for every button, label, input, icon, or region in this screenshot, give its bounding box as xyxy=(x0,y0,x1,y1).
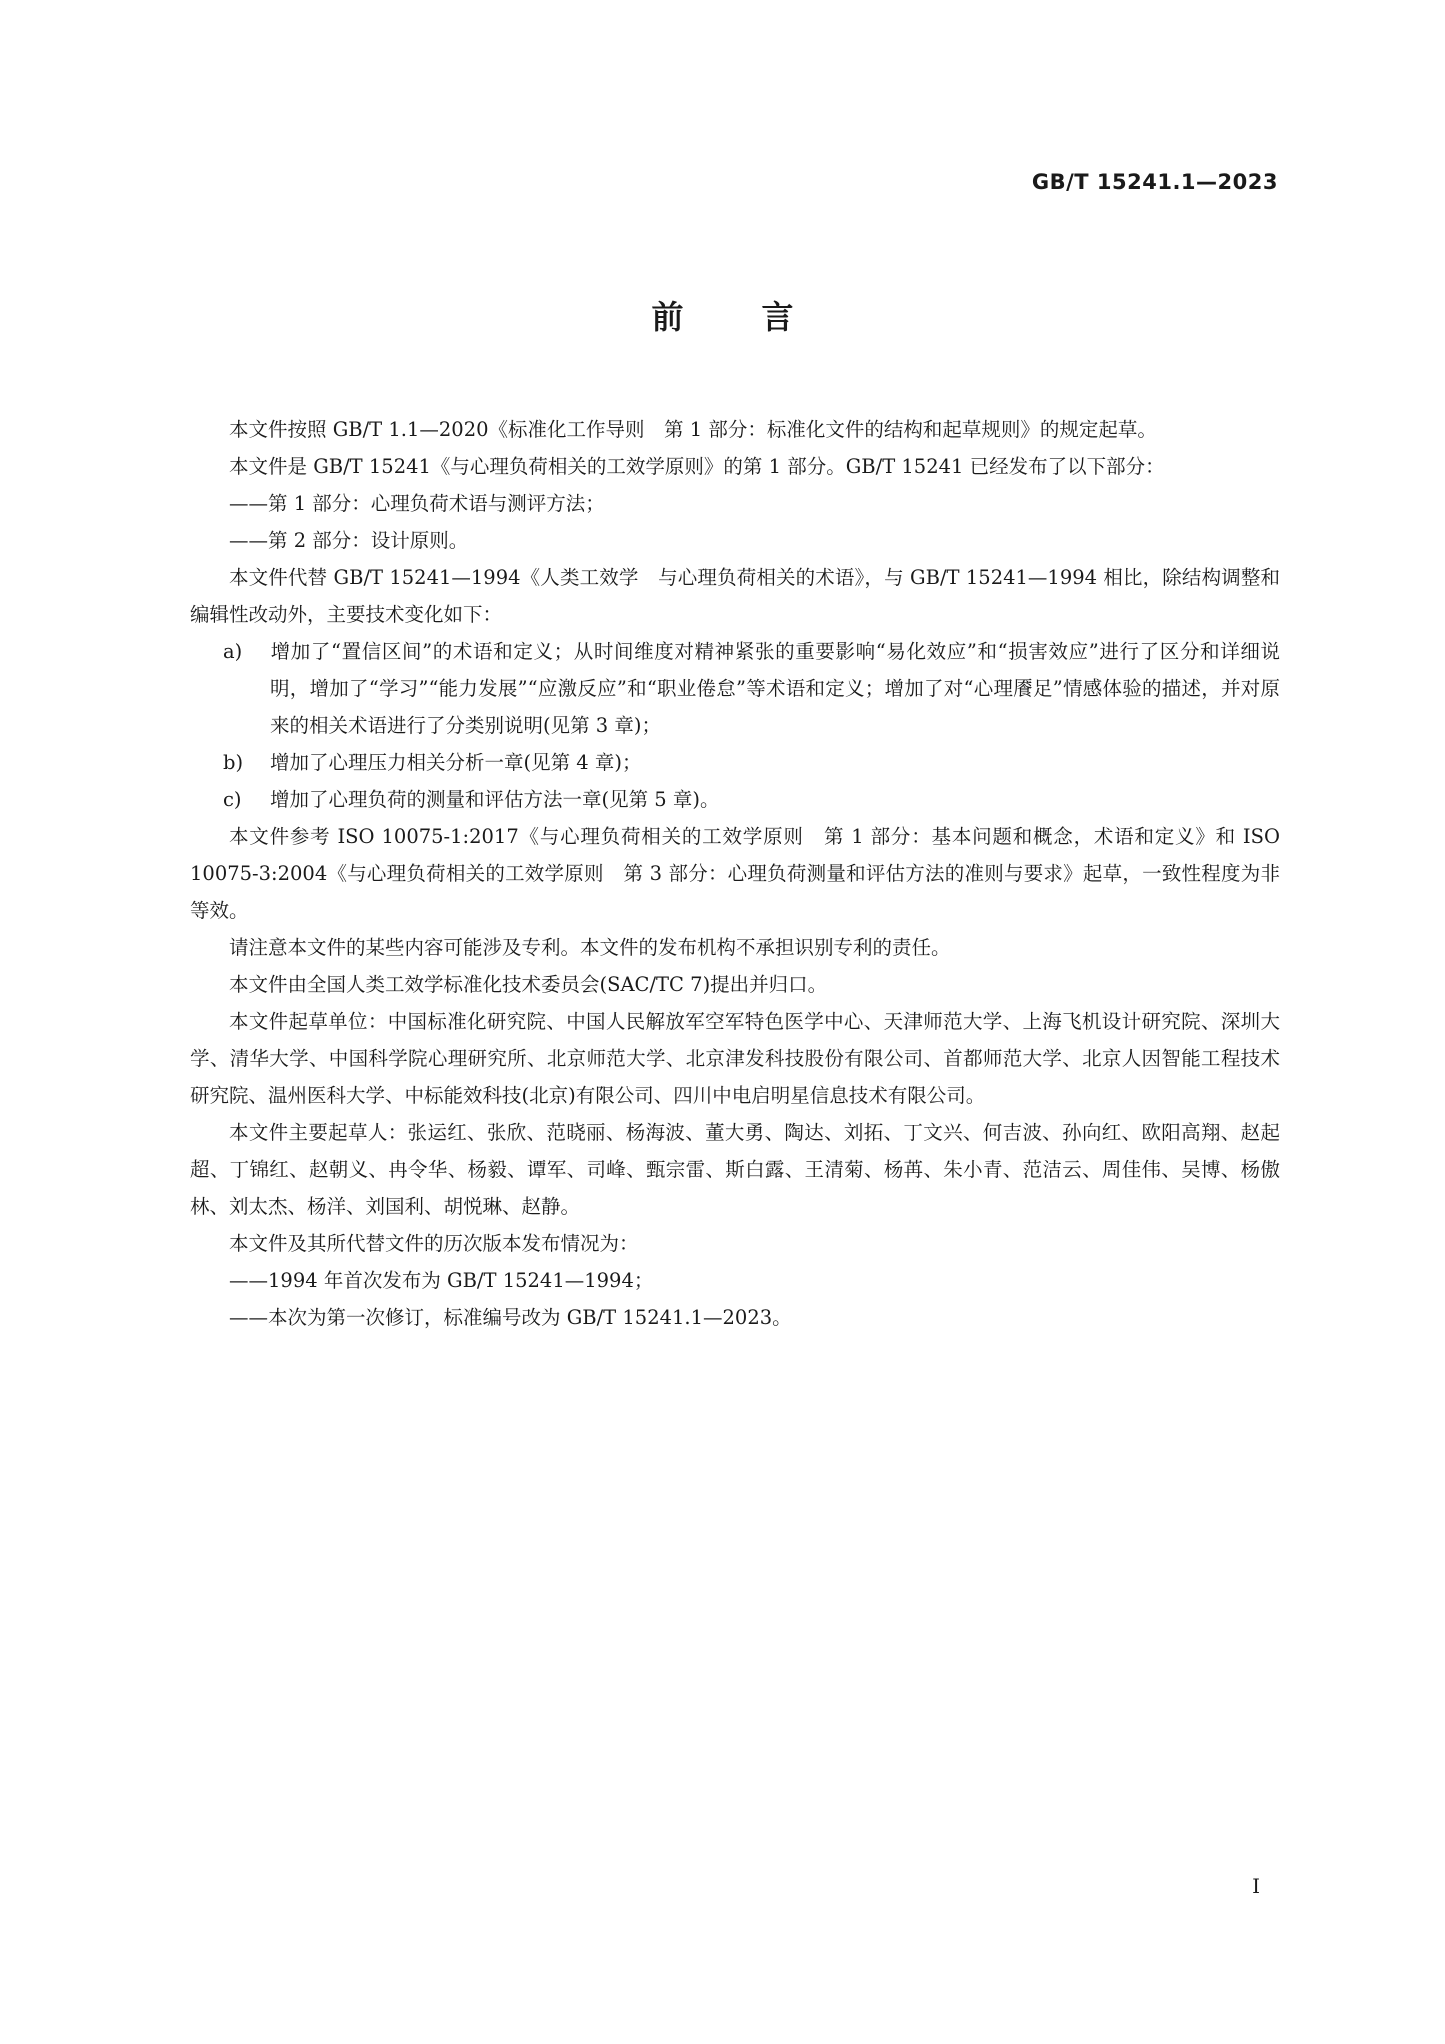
paragraph-series-part: 本文件是 GB/T 15241《与心理负荷相关的工效学原则》的第 1 部分。GB/T 15241 已经发布了以下部分： xyxy=(229,455,1165,478)
title-char-1: 前 xyxy=(651,298,684,336)
change-label: c) xyxy=(223,788,242,811)
paragraph-committee: 本文件由全国人类工效学标准化技术委员会(SAC/TC 7)提出并归口。 xyxy=(229,973,828,996)
change-item-b xyxy=(190,744,1280,781)
change-text: 增加了心理压力相关分析一章(见第 4 章)； xyxy=(270,751,642,774)
paragraph-drafters: 本文件主要起草人：张运红、张欣、范晓丽、杨海波、董大勇、陶达、刘拓、丁文兴、何吉波、孙向红、欧阳高翔、赵起超、丁锦红、赵朝义、冉令华、杨毅、谭军、司峰、甄宗雷、斯白露、王清菊、杨苒、朱小青、范洁云、周佳伟、吴博、杨傲林、刘太杰、杨洋、刘国利、胡悦琳、赵静。 xyxy=(190,1121,1280,1218)
paragraph-patent-notice: 请注意本文件的某些内容可能涉及专利。本文件的发布机构不承担识别专利的责任。 xyxy=(229,936,951,959)
change-item-a xyxy=(190,633,1280,744)
history-item-1994: ——1994 年首次发布为 GB/T 15241—1994； xyxy=(229,1269,654,1292)
change-label: b) xyxy=(223,751,244,774)
page-title xyxy=(0,292,1445,338)
title-char-2: 言 xyxy=(761,298,794,336)
change-text: 增加了心理负荷的测量和评估方法一章(见第 5 章)。 xyxy=(270,788,720,811)
change-item-c xyxy=(190,781,1280,818)
standard-code: GB/T 15241.1—2023 xyxy=(1031,170,1278,194)
paragraph-drafting-units: 本文件起草单位：中国标准化研究院、中国人民解放军空军特色医学中心、天津师范大学、上海飞机设计研究院、深圳大学、清华大学、中国科学院心理研究所、北京师范大学、北京津发科技股份有限公司、首都师范大学、北京人因智能工程技术研究院、温州医科大学、中标能效科技(北京)有限公司、四川中电启明星信息技术有限公司。 xyxy=(190,1010,1280,1107)
page-number: I xyxy=(1252,1874,1260,1898)
paragraph-reference: 本文件参考 ISO 10075-1:2017《与心理负荷相关的工效学原则 第 1 部分：基本问题和概念，术语和定义》和 ISO 10075-3:2004《与心理负荷相关的工效学原则 第 3 部分：心理负荷测量和评估方法的准则与要求》起草，一致性程度为非等效。 xyxy=(190,825,1280,922)
change-text: 增加了“置信区间”的术语和定义；从时间维度对精神紧张的重要影响“易化效应”和“损害效应”进行了区分和详细说明，增加了“学习”“能力发展”“应激反应”和“职业倦怠”等术语和定义；增加了对“心理餍足”情感体验的描述，并对原来的相关术语进行了分类别说明(见第 3 章)； xyxy=(270,640,1280,737)
list-item-part-2: ——第 2 部分：设计原则。 xyxy=(229,529,469,552)
history-item-2023: ——本次为第一次修订，标准编号改为 GB/T 15241.1—2023。 xyxy=(229,1306,792,1329)
paragraph-history: 本文件及其所代替文件的历次版本发布情况为： xyxy=(229,1232,639,1255)
preface-body xyxy=(190,411,1280,1336)
paragraph-drafting-rules: 本文件按照 GB/T 1.1—2020《标准化工作导则 第 1 部分：标准化文件的结构和起草规则》的规定起草。 xyxy=(229,418,1157,441)
paragraph-replaces: 本文件代替 GB/T 15241—1994《人类工效学 与心理负荷相关的术语》，与 GB/T 15241—1994 相比，除结构调整和编辑性改动外，主要技术变化如下： xyxy=(190,566,1280,626)
list-item-part-1: ——第 1 部分：心理负荷术语与测评方法； xyxy=(229,492,605,515)
change-label: a) xyxy=(223,640,243,663)
